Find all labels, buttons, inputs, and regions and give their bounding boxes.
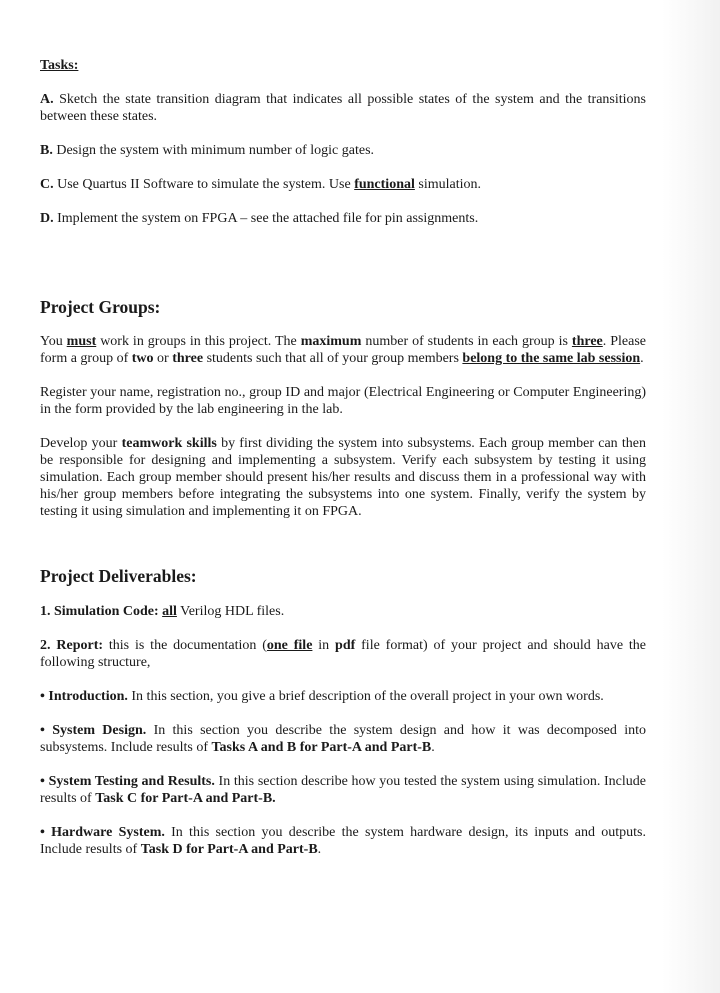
- bullet-end: .: [431, 740, 435, 755]
- emphasis-same-lab-session: belong to the same lab session: [462, 351, 641, 366]
- text-run: Develop your: [40, 436, 122, 451]
- bullet-text: In this section describe how you tested the system using simulation. Include results of: [40, 774, 646, 806]
- emphasis-maximum: maximum: [300, 334, 362, 349]
- task-b: [40, 142, 646, 159]
- task-text: Sketch the state transition diagram that indicates all possible states of the system and the transitions between these states.: [40, 92, 646, 124]
- bullet-text: In this section, you give a brief description of the overall project in your own words.: [127, 689, 604, 704]
- emphasis-one-file: one file: [266, 638, 313, 653]
- task-text: Use Quartus II Software to simulate the system. Use: [53, 177, 355, 192]
- groups-paragraph-3: [40, 435, 646, 520]
- deliverables-heading: Project Deliverables:: [40, 566, 197, 586]
- emphasis-two: two: [131, 351, 154, 366]
- emphasis-all: all: [162, 604, 177, 619]
- text-run: this is the documentation (: [103, 638, 267, 653]
- deliverable-simulation-code: [40, 603, 646, 620]
- task-text: Implement the system on FPGA – see the attached file for pin assignments.: [53, 211, 479, 226]
- text-run: file format) of your project and should have the following structure,: [40, 638, 646, 670]
- text-run: Verilog HDL files.: [176, 604, 285, 619]
- emphasis-must: must: [66, 334, 97, 349]
- task-text: Design the system with minimum number of logic gates.: [52, 143, 375, 158]
- task-text: simulation.: [414, 177, 481, 192]
- text-run: . Please form a group of: [40, 334, 646, 366]
- emphasis-teamwork: teamwork skills: [121, 436, 217, 451]
- deliverable-report: [40, 637, 646, 671]
- text-run: work in groups in this project. The: [96, 334, 301, 349]
- bullet-title: • Introduction.: [40, 689, 128, 704]
- text-run: students such that all of your group members: [203, 351, 463, 366]
- text-run: by first dividing the system into subsystems. Each group member can then be responsible for designing and implementing a subsystem. Verify each subsystem by testing it using simulation. Each group member should present his/her results and discuss them in a professional way with his/her group members before integrating the subsystems into one system. Finally, verify the system by testing it using simulation and implementing it on FPGA.: [40, 436, 647, 519]
- bullet-end: .: [317, 842, 322, 857]
- task-label: B.: [40, 143, 53, 158]
- bullet-system-testing: [40, 773, 646, 807]
- deliverable-label: 1. Simulation Code:: [40, 604, 163, 619]
- task-label: A.: [40, 92, 54, 107]
- text-run: number of students in each group is: [361, 334, 572, 349]
- bullet-title: • System Testing and Results.: [40, 774, 215, 789]
- bullet-title: • System Design.: [40, 723, 147, 738]
- groups-paragraph-1: [40, 333, 646, 367]
- text-run: in: [312, 638, 336, 653]
- bullet-text: In this section you describe the system hardware design, its inputs and outputs. Include results of: [40, 825, 646, 857]
- bullet-strong: Tasks A and B for Part-A and Part-B: [211, 740, 432, 755]
- text-run: You: [40, 334, 67, 349]
- bullet-strong: Task C for Part-A and Part-B.: [95, 791, 276, 806]
- tasks-title: Tasks:: [40, 58, 79, 73]
- text-run: or: [153, 351, 173, 366]
- bullet-title: • Hardware System.: [40, 825, 165, 840]
- task-label: C.: [40, 177, 54, 192]
- deliverable-label: 2. Report:: [40, 638, 104, 653]
- bullet-strong: Task D for Part-A and Part-B: [140, 842, 318, 857]
- document-body: [40, 57, 646, 875]
- task-c: [40, 176, 646, 193]
- emphasis-three: three: [571, 334, 603, 349]
- bullet-hardware-system: [40, 824, 646, 858]
- task-d: [40, 210, 646, 227]
- groups-heading: Project Groups:: [40, 297, 161, 317]
- bullet-text: In this section you describe the system design and how it was decomposed into subsystems. Include results of: [40, 723, 646, 755]
- bullet-system-design: [40, 722, 646, 756]
- task-label: D.: [40, 211, 54, 226]
- groups-paragraph-2: Register your name, registration no., group ID and major (Electrical Engineering or Computer Engineering) in the form provided by the lab engineering in the lab.: [40, 385, 646, 417]
- emphasis-three-bold: three: [172, 351, 204, 366]
- emphasis-pdf: pdf: [335, 638, 356, 653]
- text-run: .: [640, 351, 644, 366]
- task-a: [40, 91, 646, 125]
- bullet-introduction: [40, 688, 646, 705]
- task-emphasis: functional: [354, 177, 415, 192]
